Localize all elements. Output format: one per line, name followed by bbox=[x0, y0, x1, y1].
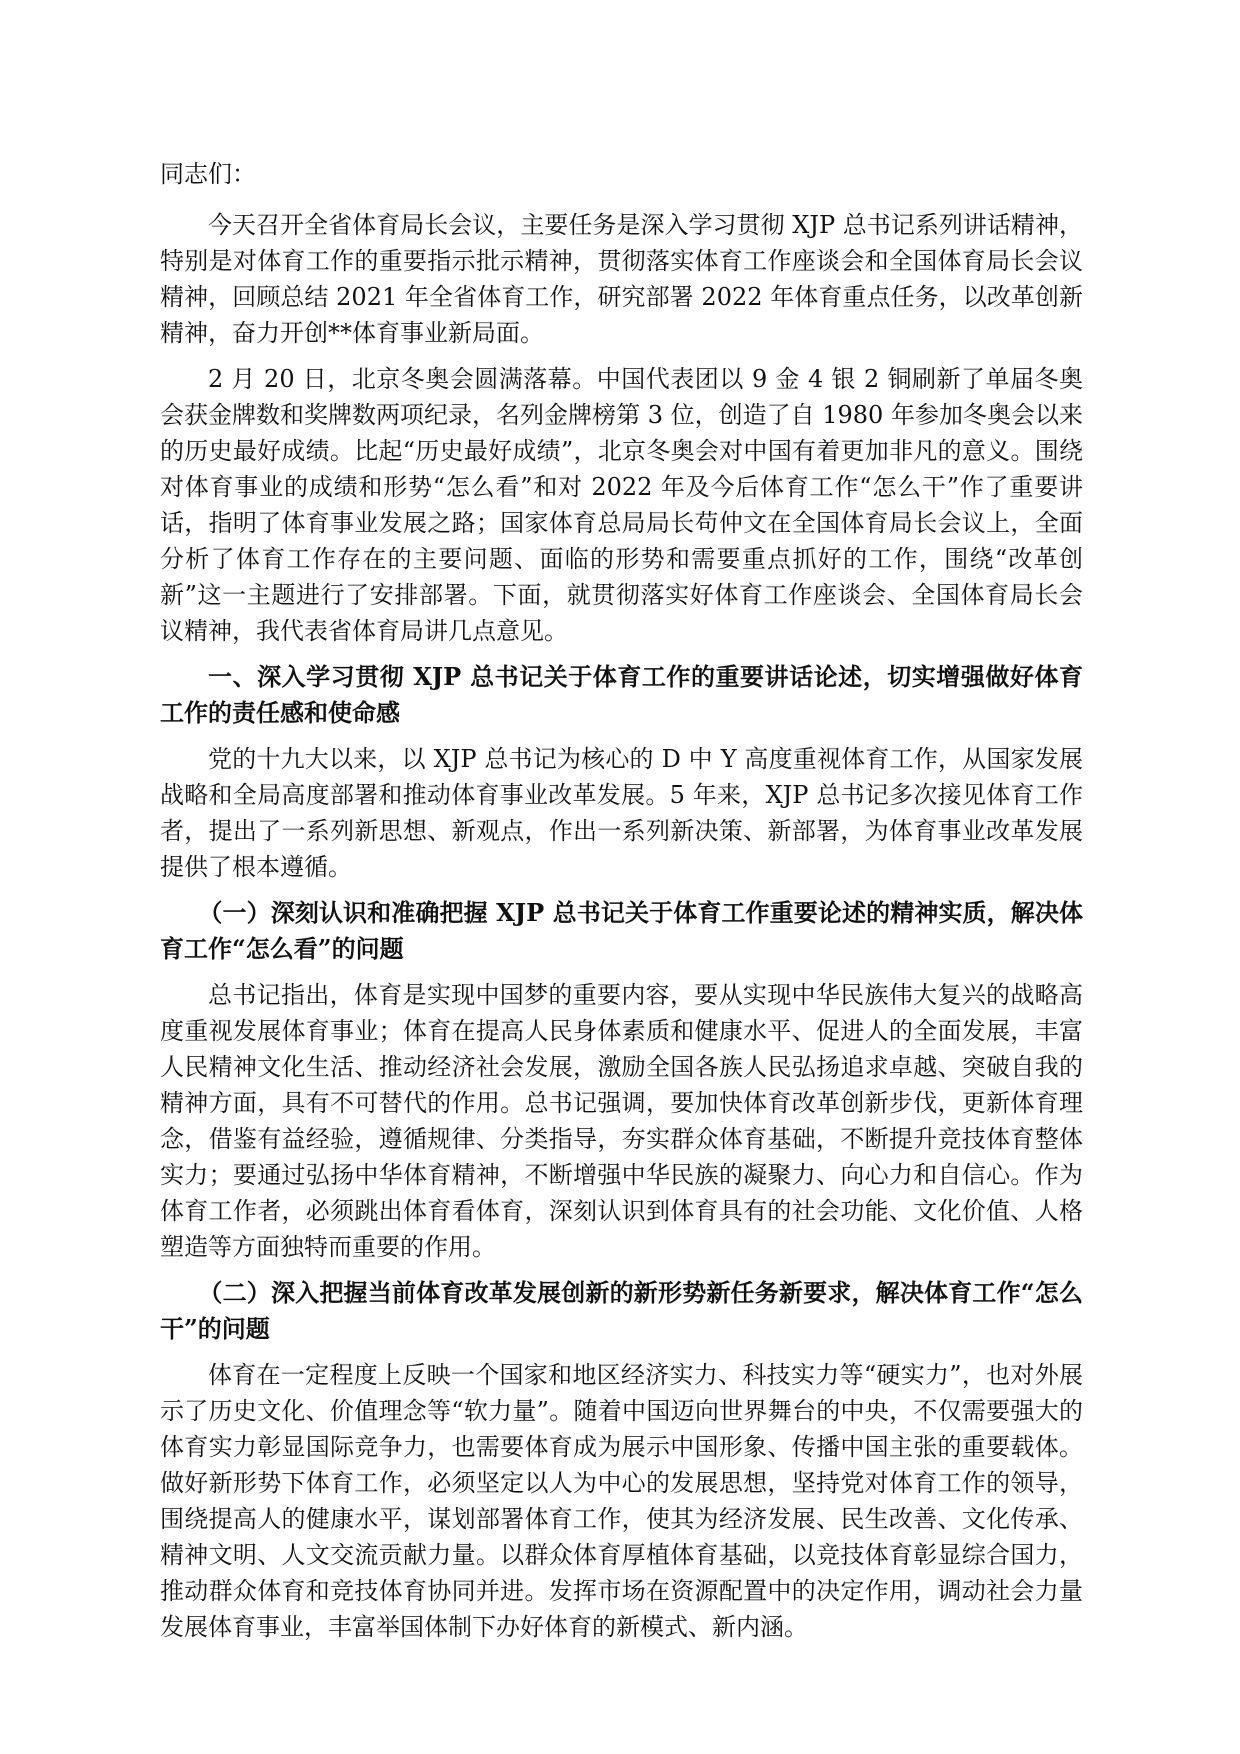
document-page bbox=[160, 156, 1083, 1655]
intro-paragraph-2: 2 月 20 日，北京冬奥会圆满落幕。中国代表团以 9 金 4 银 2 铜刷新了单届冬奥会获金牌数和奖牌数两项纪录，名列金牌榜第 3 位，创造了自 1980 年参加冬奥会以来的历史最好成绩。比起“历史最好成绩”，北京冬奥会对中国有着更加非凡的意义。围绕对体育事业的成绩和形势“怎么看”和对 2022 年及今后体育工作“怎么干”作了重要讲话，指明了体育事业发展之路；国家体育总局局长苟仲文在全国体育局长会议上，全面分析了体育工作存在的主要问题、面临的形势和需要重点抓好的工作，围绕“改革创新”这一主题进行了安排部署。下面，就贯彻落实好体育工作座谈会、全国体育局长会议精神，我代表省体育局讲几点意见。 bbox=[160, 365, 1083, 645]
section-1-heading: 一、深入学习贯彻 XJP 总书记关于体育工作的重要讲话论述，切实增强做好体育工作的责任感和使命感 bbox=[160, 662, 1083, 727]
intro-paragraph-1: 今天召开全省体育局长会议，主要任务是深入学习贯彻 XJP 总书记系列讲话精神，特别是对体育工作的重要指示批示精神，贯彻落实体育工作座谈会和全国体育局长会议精神，回顾总结 2021 年全省体育工作，研究部署 2022 年体育重点任务，以改革创新精神，奋力开创**体育事业新局面。 bbox=[160, 211, 1083, 347]
salutation: 同志们： bbox=[160, 160, 256, 188]
subsection-2-body: 体育在一定程度上反映一个国家和地区经济实力、科技实力等“硬实力”，也对外展示了历史文化、价值理念等“软力量”。随着中国迈向世界舞台的中央，不仅需要强大的体育实力彰显国际竞争力，也需要体育成为展示中国形象、传播中国主张的重要载体。做好新形势下体育工作，必须坚定以人为中心的发展思想，坚持党对体育工作的领导，围绕提高人的健康水平，谋划部署体育工作，使其为经济发展、民生改善、文化传承、精神文明、人文交流贡献力量。以群众体育厚植体育基础，以竞技体育彰显综合国力，推动群众体育和竞技体育协同并进。发挥市场在资源配置中的决定作用，调动社会力量发展体育事业，丰富举国体制下办好体育的新模式、新内涵。 bbox=[160, 1361, 1083, 1641]
section-1-body: 党的十九大以来，以 XJP 总书记为核心的 D 中 Y 高度重视体育工作，从国家发展战略和全局高度部署和推动体育事业改革发展。5 年来，XJP 总书记多次接见体育工作者，提出了一系列新思想、新观点，作出一系列新决策、新部署，为体育事业改革发展提供了根本遵循。 bbox=[160, 745, 1083, 881]
subsection-1-heading: （一）深刻认识和准确把握 XJP 总书记关于体育工作重要论述的精神实质，解决体育工作“怎么看”的问题 bbox=[160, 898, 1083, 963]
subsection-2-heading: （二）深入把握当前体育改革发展创新的新形势新任务新要求，解决体育工作“怎么干”的问题 bbox=[160, 1278, 1083, 1343]
subsection-1-body: 总书记指出，体育是实现中国梦的重要内容，要从实现中华民族伟大复兴的战略高度重视发展体育事业；体育在提高人民身体素质和健康水平、促进人的全面发展，丰富人民精神文化生活、推动经济社会发展，激励全国各族人民弘扬追求卓越、突破自我的精神方面，具有不可替代的作用。总书记强调，要加快体育改革创新步伐，更新体育理念，借鉴有益经验，遵循规律、分类指导，夯实群众体育基础，不断提升竞技体育整体实力；要通过弘扬中华体育精神，不断增强中华民族的凝聚力、向心力和自信心。作为体育工作者，必须跳出体育看体育，深刻认识到体育具有的社会功能、文化价值、人格塑造等方面独特而重要的作用。 bbox=[160, 981, 1083, 1261]
